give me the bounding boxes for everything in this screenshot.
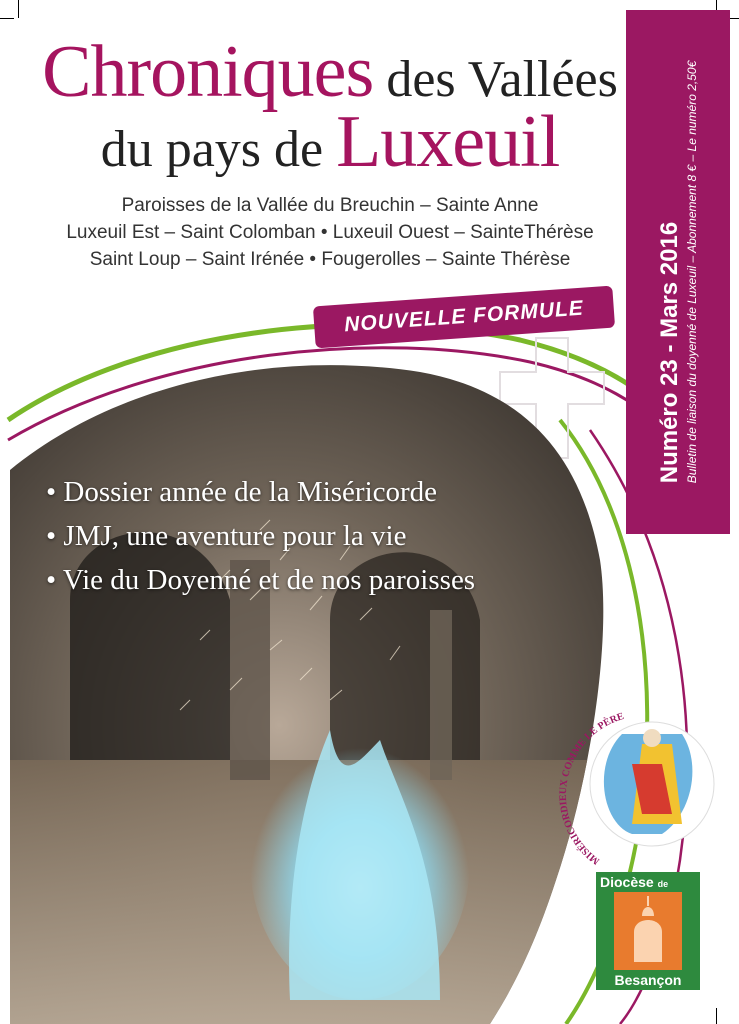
highlight-item: • Vie du Doyenné et de nos paroisses — [46, 564, 476, 596]
subscription-info: Bulletin de liaison du doyenné de Luxeuil – Abonnement 8 € – Le numéro 2,50€ — [685, 60, 699, 484]
parish-line: Saint Loup – Saint Irénée • Fougerolles – Sainte Thérèse — [89, 249, 571, 270]
highlight-item: • JMJ, une aventure pour la vie — [46, 520, 407, 552]
jubilee-logo-text: MISÉRICORDIEUX COMME LE PÈRE — [557, 710, 626, 867]
diocese-de: de — [657, 879, 669, 889]
highlights — [46, 470, 475, 602]
diocese-logo-header — [596, 872, 700, 892]
parish-line: Paroisses de la Vallée du Breuchin – Sainte Anne — [121, 195, 539, 216]
diocese-label: Diocèse — [600, 874, 654, 890]
diocese-building-icon — [596, 892, 700, 970]
highlight-item: • Dossier année de la Miséricorde — [46, 476, 438, 508]
masthead-vallees: des Vallées — [373, 51, 618, 108]
masthead-luxeuil: Luxeuil — [336, 101, 560, 183]
issue-band-text — [656, 61, 700, 484]
masthead-chroniques: Chroniques — [42, 31, 374, 113]
new-formula-badge: NOUVELLE FORMULE — [313, 286, 615, 349]
diocese-city: Besançon — [596, 970, 700, 990]
parish-line: Luxeuil Est – Saint Colomban • Luxeuil Ouest – SainteThérèse — [66, 222, 594, 243]
diocese-logo — [596, 872, 700, 990]
parish-list — [0, 192, 660, 273]
masthead-pays: du pays de — [100, 121, 337, 178]
masthead-line-2 — [0, 100, 660, 185]
issue-number: Numéro 23 - Mars 2016 — [656, 221, 683, 484]
jubilee-logo — [590, 722, 714, 846]
